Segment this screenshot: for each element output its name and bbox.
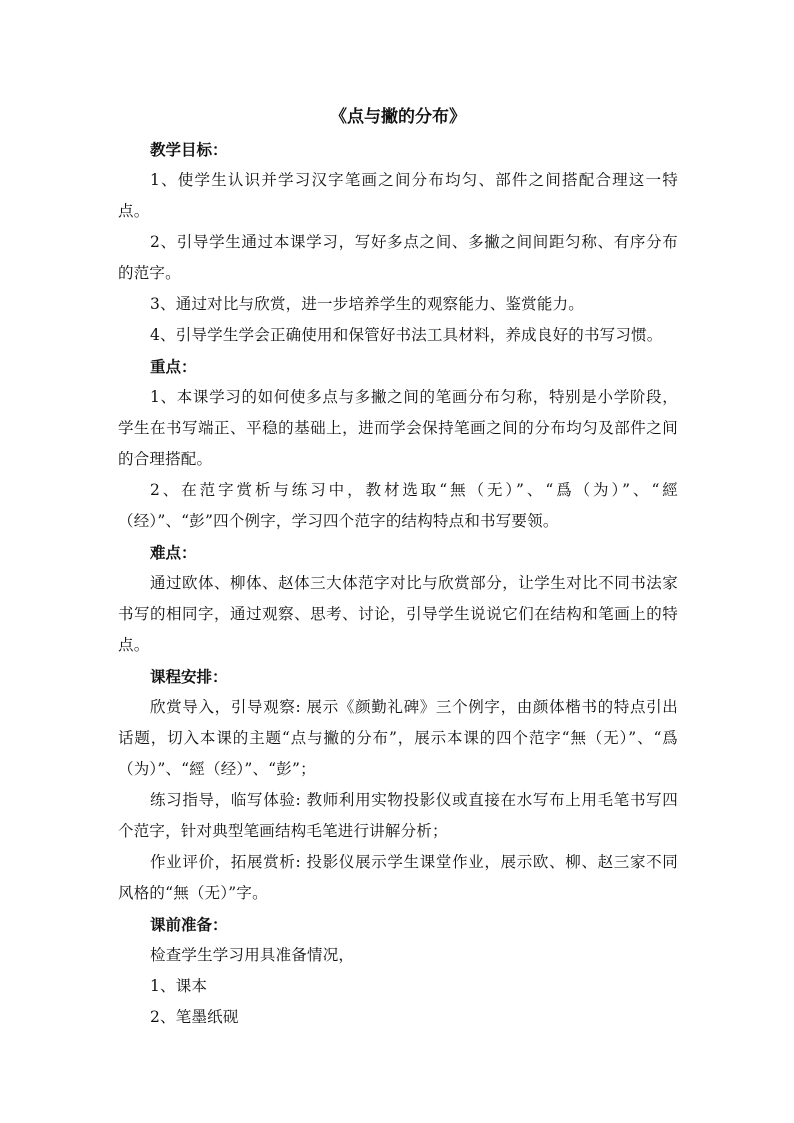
section-difficulties bbox=[118, 537, 678, 661]
key-point-1: 1、本课学习的如何使多点与多撇之间的笔画分布匀称，特别是小学阶段，学生在书写端正、平稳的基础上，进而学会保持笔画之间的分布均匀及部件之间的合理搭配。 bbox=[118, 388, 678, 468]
preparation-intro: 检查学生学习用具准备情况， bbox=[150, 946, 355, 964]
section-preparation bbox=[118, 909, 678, 1033]
section-key-points bbox=[118, 351, 678, 537]
section-objectives bbox=[118, 134, 678, 351]
objective-3: 3、通过对比与欣赏，进一步培养学生的观察能力、鉴赏能力。 bbox=[150, 295, 584, 313]
preparation-item-1: 1、课本 bbox=[150, 977, 208, 995]
objective-2: 2、引导学生通过本课学习，写好多点之间、多撇之间间距匀称、有序分布的范字。 bbox=[118, 233, 678, 282]
schedule-step-2: 练习指导，临写体验: 教师利用实物投影仪或直接在水写布上用毛笔书写四个范字，针对典型笔画结构毛笔进行讲解分析； bbox=[118, 791, 678, 840]
preparation-item-2: 2、笔墨纸砚 bbox=[150, 1008, 239, 1026]
section-heading-schedule: 课程安排： bbox=[150, 667, 228, 686]
section-heading-objectives: 教学目标： bbox=[150, 140, 228, 159]
objective-4: 4、引导学生学会正确使用和保管好书法工具材料，养成良好的书写习惯。 bbox=[150, 326, 663, 344]
difficulty-1: 通过欧体、柳体、赵体三大体范字对比与欣赏部分，让学生对比不同书法家书写的相同字，通过观察、思考、讨论，引导学生说说它们在结构和笔画上的特点。 bbox=[118, 574, 678, 654]
objective-1: 1、使学生认识并学习汉字笔画之间分布均匀、部件之间搭配合理这一特点。 bbox=[118, 171, 678, 220]
schedule-step-3: 作业评价，拓展赏析: 投影仪展示学生课堂作业，展示欧、柳、赵三家不同风格的“無（无）”字。 bbox=[118, 853, 678, 902]
section-schedule bbox=[118, 661, 678, 909]
document-title: 《点与撇的分布》 bbox=[330, 107, 466, 127]
document-page bbox=[118, 100, 678, 1033]
section-heading-difficulties: 难点： bbox=[150, 543, 197, 562]
schedule-step-1: 欣赏导入，引导观察: 展示《颜勤礼碑》三个例字，由颜体楷书的特点引出话题，切入本课的主题“点与撇的分布”，展示本课的四个范字“無（无）”、“爲（为）”、“經（经）”、“彭”； bbox=[118, 698, 678, 778]
section-heading-preparation: 课前准备： bbox=[150, 915, 228, 934]
key-point-2: 2、在范字赏析与练习中，教材选取“無（无）”、“爲（为）”、“經（经）”、“彭”四个例字，学习四个范字的结构特点和书写要领。 bbox=[118, 481, 678, 530]
section-heading-key-points: 重点： bbox=[150, 357, 197, 376]
